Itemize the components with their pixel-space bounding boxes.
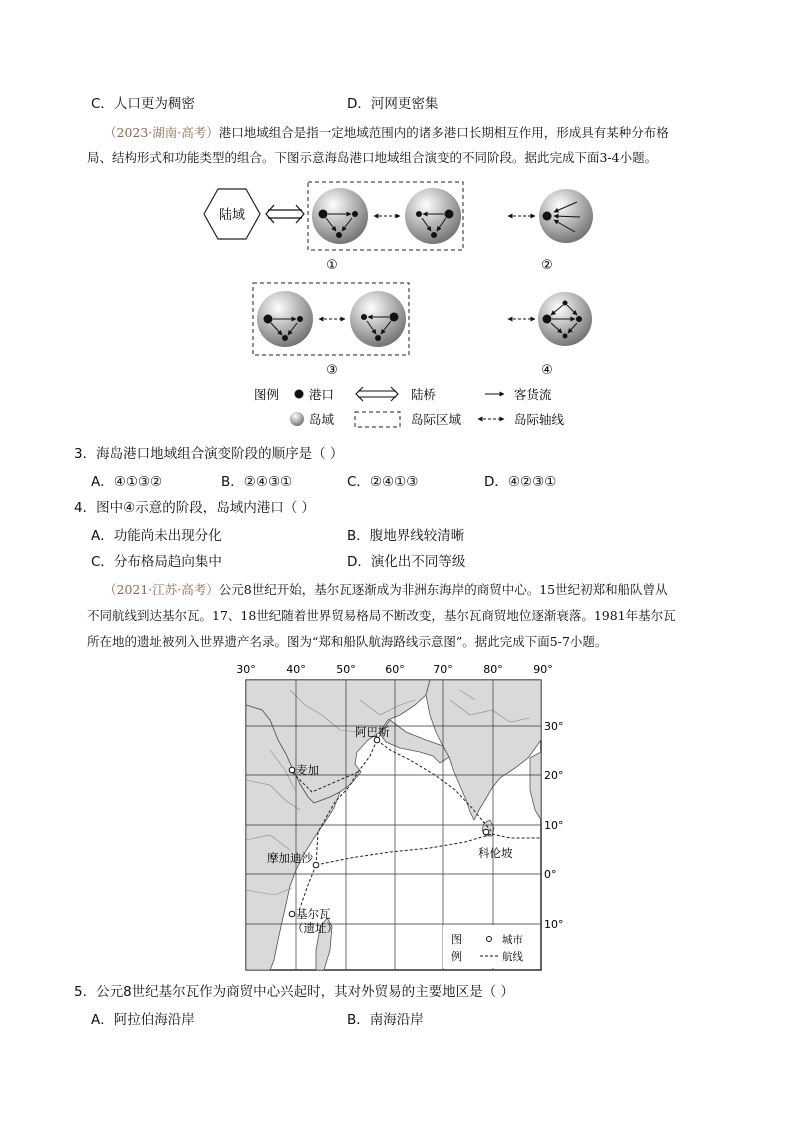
legend-region: 岛际区域 — [411, 412, 462, 427]
intro1-line1: （2023·湖南·高考）港口地域组合是指一定地域范围内的诸多港口长期相互作用，形成具有某种分布格 — [104, 125, 669, 140]
mecca-city-marker — [289, 767, 295, 773]
intro2-line1: （2021·江苏·高考）公元8世纪开始，基尔瓦逐渐成为非洲东海岸的商贸中心。15世纪初郑和船队曾从 — [104, 582, 668, 597]
intro1-source: （2023·湖南·高考） — [104, 125, 219, 140]
colombo-city-marker — [483, 829, 489, 835]
q4-option-b: B．腹地界线较清晰 — [347, 528, 465, 544]
diagram-legend — [254, 387, 565, 427]
kilwa-city-marker — [289, 911, 295, 917]
q5-stem: 5．公元8世纪基尔瓦作为商贸中心兴起时，其对外贸易的主要地区是（ ） — [74, 984, 514, 1000]
legend-land-bridge: 陆桥 — [411, 387, 437, 402]
svg-text:30°: 30° — [236, 663, 256, 676]
city-marker-icon — [487, 937, 492, 942]
port-dot-icon — [295, 390, 304, 399]
q2-option-c: C．人口更为稠密 — [91, 96, 195, 112]
q4-option-a: A．功能尚未出现分化 — [91, 528, 222, 544]
intro2-line2: 不同航线到达基尔瓦。17、18世纪随着世界贸易格局不断改变，基尔瓦商贸地位逐渐衰落。1981年基尔瓦 — [87, 608, 676, 623]
q3-option-b: B．②④③① — [221, 474, 293, 490]
svg-text:50°: 50° — [336, 663, 356, 676]
svg-text:30°: 30° — [544, 720, 564, 733]
port-evolution-diagram — [190, 172, 610, 434]
map-legend-title-2: 例 — [451, 950, 462, 963]
q4-option-c: C．分布格局趋向集中 — [91, 554, 222, 570]
map-legend-title-1: 图 — [451, 933, 462, 946]
city-kilwa-ruins: （遗址） — [292, 921, 338, 935]
svg-text:20°: 20° — [544, 769, 564, 782]
q4-option-d: D．演化出不同等级 — [347, 554, 466, 570]
mogadishu-city-marker — [313, 862, 319, 868]
stage2-island — [539, 189, 593, 243]
stage1-label: ① — [326, 258, 338, 273]
land-hexagon — [204, 189, 260, 239]
map-legend-city: 城市 — [502, 934, 523, 946]
q5-option-a: A．阿拉伯海沿岸 — [91, 1012, 195, 1028]
legend-flow: 客货流 — [514, 387, 552, 402]
svg-text:80°: 80° — [483, 663, 503, 676]
svg-text:90°: 90° — [533, 663, 553, 676]
q3-stem: 3．海岛港口地域组合演变阶段的顺序是（ ） — [74, 446, 344, 462]
svg-text:0°: 0° — [544, 868, 557, 881]
stage2-label: ② — [541, 258, 553, 273]
legend-title: 图例 — [254, 387, 280, 402]
island-ball-icon — [290, 412, 304, 426]
legend-island: 岛域 — [309, 412, 335, 427]
svg-text:70°: 70° — [433, 663, 453, 676]
latitude-labels — [544, 720, 564, 931]
map-legend-route: 航线 — [502, 951, 523, 963]
q3-option-a: A．④①③② — [91, 474, 163, 490]
land-bridge-icon — [356, 387, 398, 401]
q4-stem: 4．图中④示意的阶段，岛域内港口（ ） — [74, 500, 315, 516]
stage4-label: ④ — [541, 363, 553, 378]
stage4-island — [538, 292, 592, 346]
longitude-labels — [236, 663, 553, 676]
map-legend — [443, 925, 539, 968]
q3-option-d: D．④②③① — [484, 474, 557, 490]
city-kilwa: 基尔瓦 — [296, 907, 331, 921]
svg-text:60°: 60° — [385, 663, 405, 676]
legend-axis: 岛际轴线 — [514, 412, 565, 427]
svg-text:40°: 40° — [286, 663, 306, 676]
legend-port: 港口 — [309, 387, 335, 402]
land-label: 陆域 — [218, 208, 246, 223]
intro1-line2: 局、结构形式和功能类型的组合。下图示意海岛港口地域组合演变的不同阶段。据此完成下面3-4小题。 — [87, 150, 658, 165]
q3-option-c: C．②④①③ — [347, 474, 419, 490]
intro2-source: （2021·江苏·高考） — [104, 582, 219, 597]
q5-option-b: B．南海沿岸 — [347, 1012, 424, 1028]
city-abbas: 阿巴斯 — [355, 725, 390, 739]
stage3-label: ③ — [326, 363, 338, 378]
zhenghe-route-map — [230, 660, 575, 975]
stage1-island-a — [312, 188, 368, 244]
stage3-island-b — [350, 291, 406, 347]
stage1-island-b — [405, 188, 461, 244]
q2-option-d: D．河网更密集 — [347, 96, 439, 112]
city-colombo: 科伦坡 — [478, 846, 513, 860]
city-mogadishu: 摩加迪沙 — [267, 851, 313, 865]
svg-text:10°: 10° — [544, 819, 564, 832]
region-box-icon — [355, 412, 400, 427]
land-bridge — [266, 205, 304, 223]
stage3-island-a — [257, 291, 313, 347]
svg-text:10°: 10° — [544, 918, 564, 931]
city-mecca: 麦加 — [296, 763, 319, 777]
intro2-line3: 所在地的遗址被列入世界遗产名录。图为“郑和船队航海路线示意图”。据此完成下面5-7小题。 — [87, 634, 608, 649]
